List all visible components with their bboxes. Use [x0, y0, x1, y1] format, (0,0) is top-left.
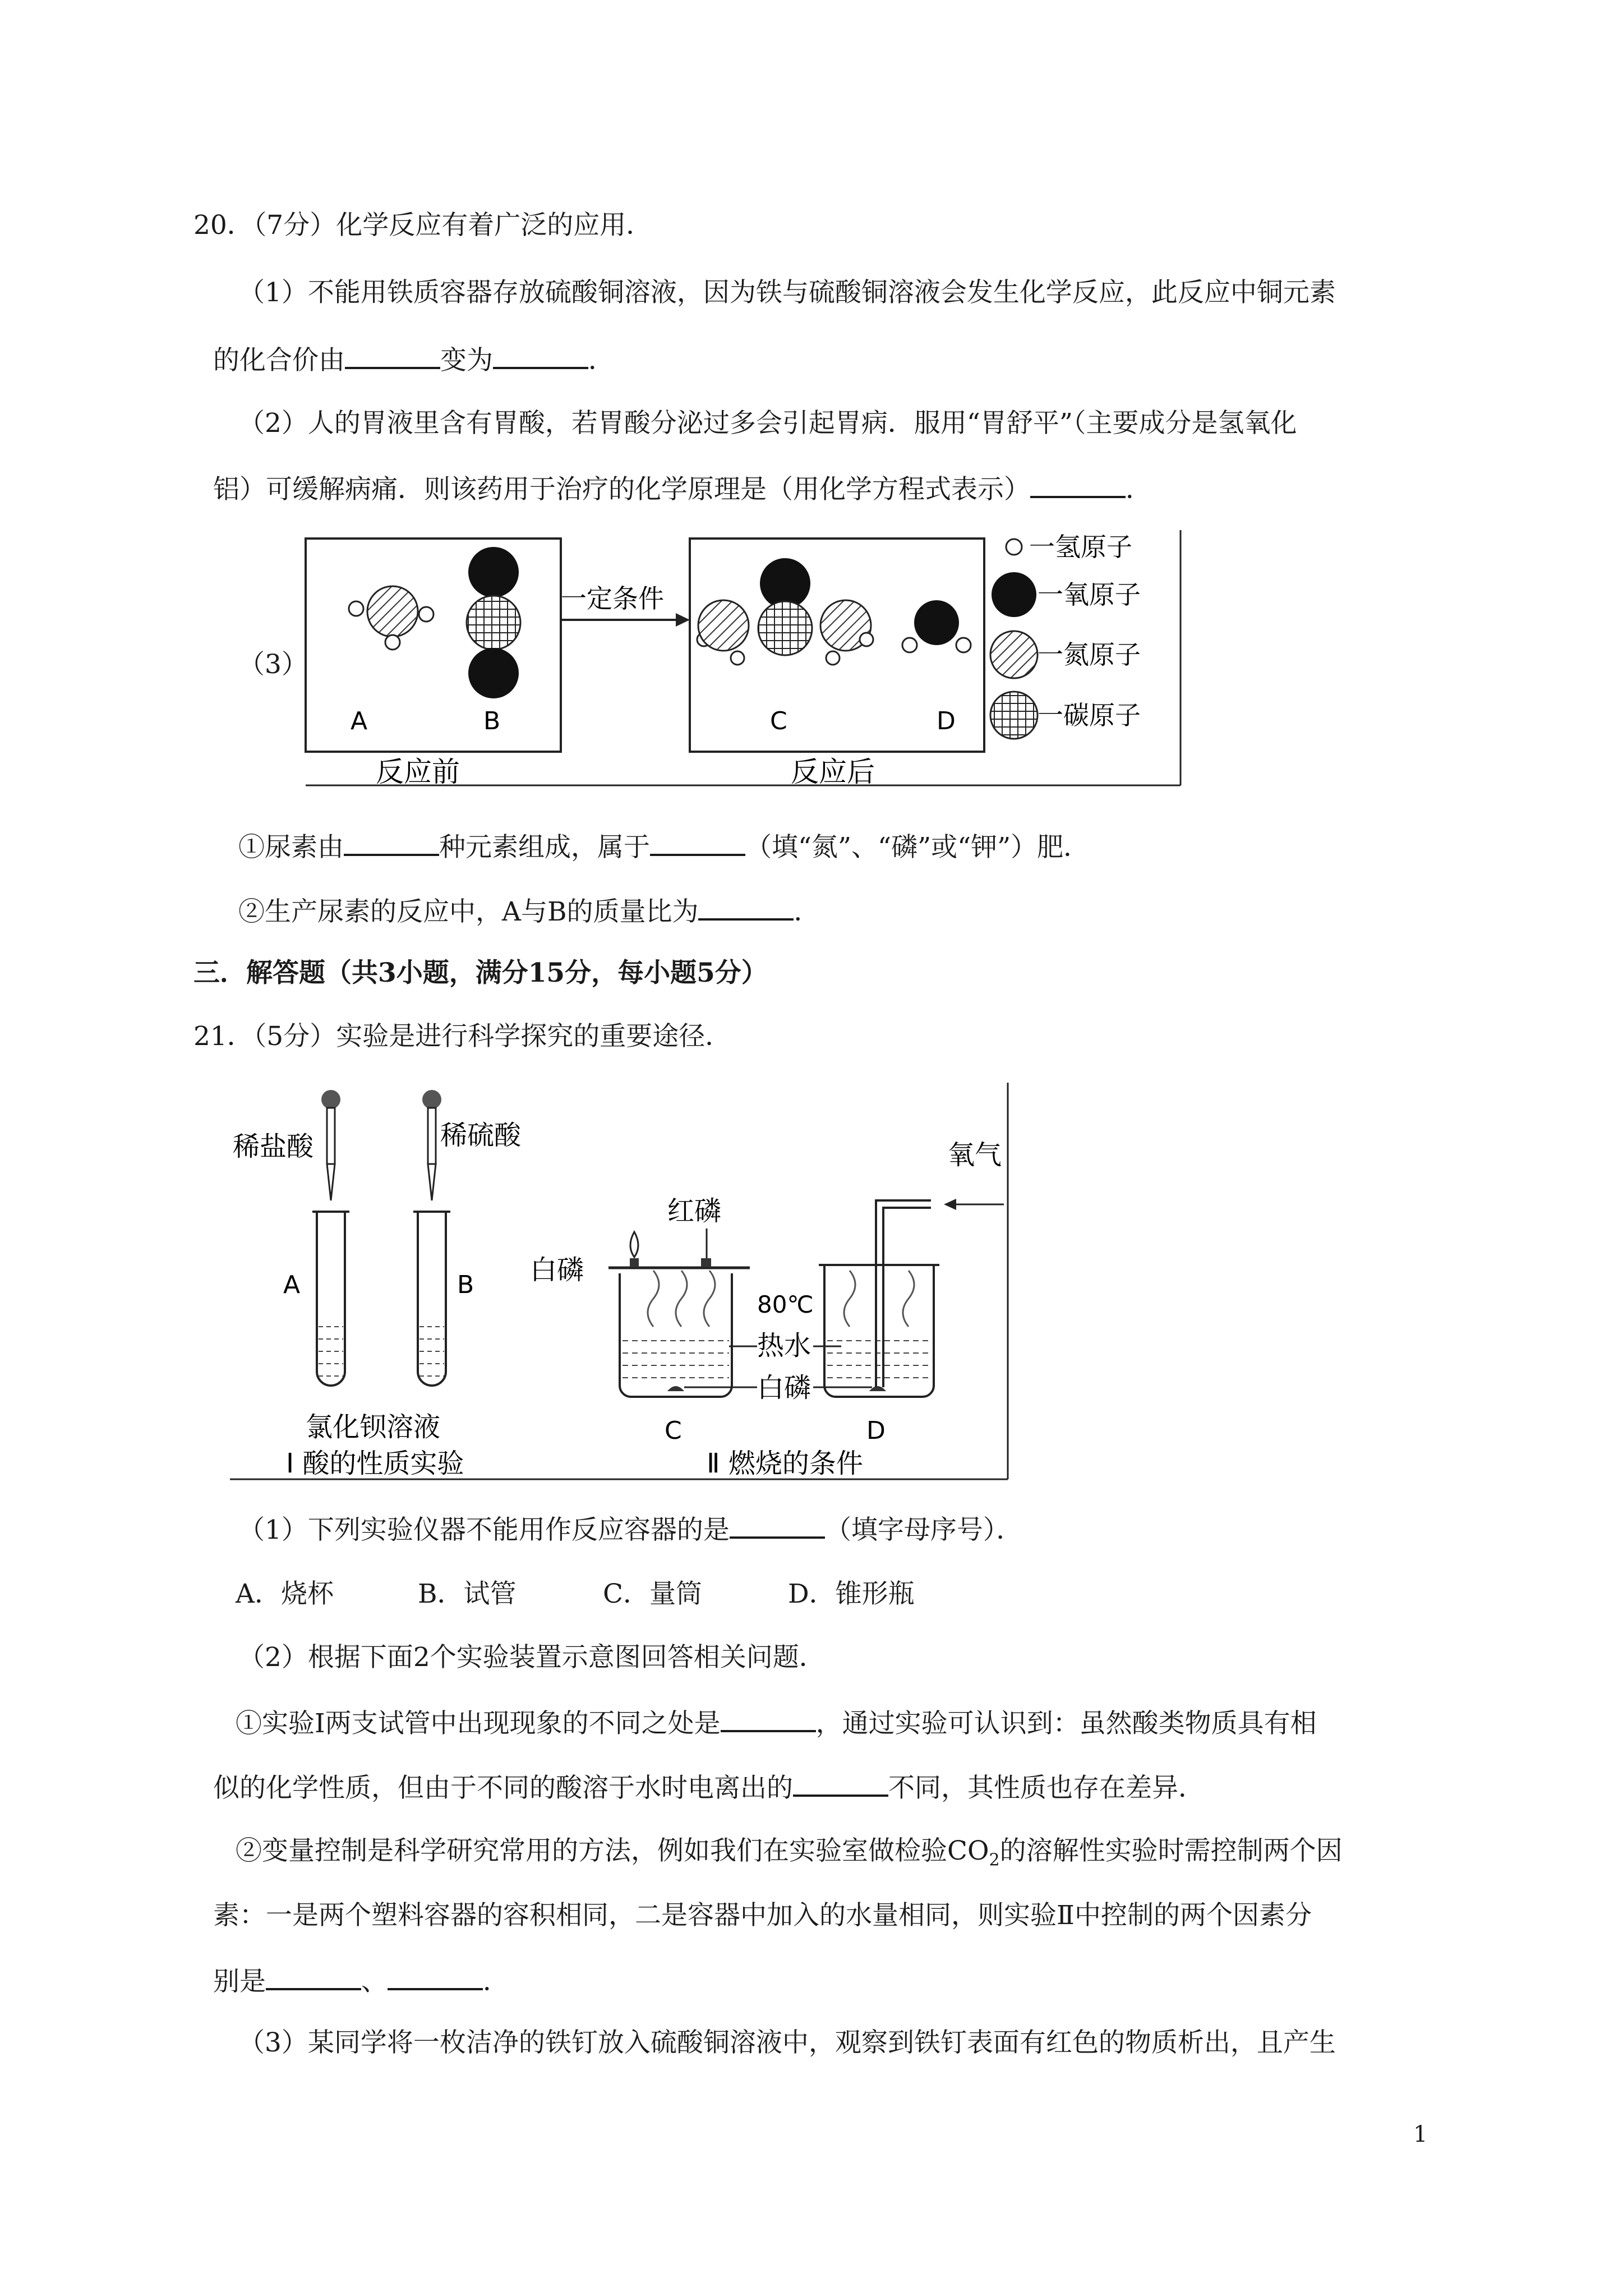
- answer-blank[interactable]: [793, 1770, 888, 1797]
- answer-blank[interactable]: [345, 342, 440, 369]
- white-phosphorus-bottom-label: 白磷: [757, 1372, 811, 1404]
- answer-blank[interactable]: [650, 829, 745, 856]
- label-b: B: [483, 707, 501, 735]
- molecule-d: [902, 600, 971, 652]
- q20-part2-line2: 铝）可缓解病痛．则该药用于治疗的化学原理是（用化学方程式表示） ．: [213, 471, 1152, 507]
- oxygen-icon: [992, 572, 1036, 617]
- answer-blank[interactable]: [730, 1512, 825, 1539]
- oxygen-label: 氧气: [948, 1139, 1002, 1171]
- q20-header: 20．（7分）化学反应有着广泛的应用．: [193, 210, 653, 241]
- answer-blank[interactable]: [493, 342, 588, 369]
- hydrogen-icon: [1006, 539, 1022, 555]
- beaker-c: [608, 1232, 750, 1397]
- answer-blank[interactable]: [388, 1963, 483, 1990]
- q21-part3: （3）某同学将一枚洁净的铁钉放入硫酸铜溶液中，观察到铁钉表面有红色的物质析出，且产生: [238, 2027, 1336, 2058]
- reaction-diagram: [303, 530, 1183, 805]
- test-tube-b: [413, 1212, 450, 1386]
- dilute-h2so4-label: 稀硫酸: [440, 1120, 522, 1151]
- label-a: A: [351, 707, 368, 735]
- hot-water-label: 热水: [757, 1330, 811, 1361]
- exp1-caption: Ⅰ 酸的性质实验: [286, 1448, 464, 1479]
- q20-sub2: ②生产尿素的反应中，A与B的质量比为 ．: [238, 894, 820, 929]
- q21-part1: （1）下列实验仪器不能用作反应容器的是 （填字母序号）．: [238, 1512, 1022, 1547]
- option-b: B．试管: [418, 1579, 517, 1609]
- legend-oxygen: 一氧原子: [1038, 579, 1141, 610]
- beaker-c-label: C: [665, 1416, 682, 1445]
- q21-sub2-line1: ②变量控制是科学研究常用的方法，例如我们在实验室做检验$CO_2$的溶解性实验时需控制两个因: [236, 1835, 1343, 1870]
- molecule-a: [349, 586, 434, 650]
- answer-blank[interactable]: [698, 894, 794, 921]
- white-phosphorus-top-label: 白磷: [530, 1254, 584, 1286]
- test-tube-a: [312, 1212, 349, 1386]
- q21-sub2-line2: 素：一是两个塑料容器的容积相同，二是容器中加入的水量相同，则实验Ⅱ中控制的两个因素分: [213, 1900, 1312, 1931]
- exp2-caption: Ⅱ 燃烧的条件: [707, 1448, 863, 1479]
- carbon-icon: [990, 692, 1038, 739]
- q20-part1-line2: 的化合价由 变为 ．: [213, 342, 615, 378]
- molecule-c: [697, 558, 873, 665]
- nitrogen-icon: [990, 631, 1038, 678]
- legend: [990, 532, 1141, 739]
- answer-blank[interactable]: [266, 1963, 361, 1990]
- q20-part2-line1: （2）人的胃液里含有胃酸，若胃酸分泌过多会引起胃病．服用“胃舒平”（主要成分是氢氧化: [238, 408, 1297, 439]
- q21-part2: （2）根据下面2个实验装置示意图回答相关问题．: [238, 1642, 826, 1673]
- label-d: D: [937, 707, 956, 735]
- option-d: D．锥形瓶: [788, 1579, 915, 1609]
- answer-blank[interactable]: [1030, 471, 1126, 498]
- dropper-a: [321, 1090, 340, 1200]
- q21-sub2-line3: 别是 、 ．: [213, 1963, 509, 1999]
- beaker-d-label: D: [866, 1416, 886, 1445]
- q20-sub1: ①尿素由 种元素组成，属于 （填“氮”、“磷”或“钾”）肥．: [238, 829, 1090, 864]
- dropper-b: [422, 1090, 441, 1200]
- tube-a-label: A: [283, 1271, 301, 1299]
- before-label: 反应前: [376, 756, 460, 788]
- option-c: C．量筒: [603, 1579, 702, 1609]
- after-label: 反应后: [791, 756, 875, 788]
- answer-blank[interactable]: [721, 1705, 816, 1732]
- condition-label: 一定条件: [561, 583, 664, 614]
- molecule-b: [467, 547, 520, 698]
- experiment-diagram: [227, 1080, 1012, 1484]
- label-c: C: [770, 707, 787, 735]
- legend-hydrogen: 一氢原子: [1029, 532, 1132, 562]
- red-phosphorus-label: 红磷: [667, 1195, 722, 1227]
- q20-part1-line1: （1）不能用铁质容器存放硫酸铜溶液，因为铁与硫酸铜溶液会发生化学反应，此反应中铜元素: [238, 277, 1336, 308]
- answer-blank[interactable]: [344, 829, 439, 856]
- legend-carbon: 一碳原子: [1038, 700, 1141, 730]
- before-box: [306, 539, 561, 752]
- beaker-d: [819, 1200, 939, 1397]
- dilute-hcl-label: 稀盐酸: [233, 1131, 314, 1162]
- legend-nitrogen: 一氮原子: [1038, 639, 1141, 670]
- bacl2-label: 氯化钡溶液: [306, 1411, 441, 1443]
- tube-b-label: B: [457, 1271, 474, 1299]
- section-3-title: 三．解答题（共3小题，满分15分，每小题5分）: [193, 958, 768, 988]
- q21-sub1-line1: ①实验Ⅰ两支试管中出现现象的不同之处是 ，通过实验可认识到：虽然酸类物质具有相: [236, 1705, 1317, 1741]
- option-a: A．烧杯: [236, 1579, 334, 1609]
- q21-sub1-line2: 似的化学性质，但由于不同的酸溶于水时电离出的 不同，其性质也存在差异．: [213, 1770, 1205, 1805]
- page-number: 1: [1413, 2122, 1428, 2147]
- q20-part3-label: （3）: [238, 649, 308, 680]
- q21-header: 21．（5分）实验是进行科学探究的重要途径．: [193, 1021, 732, 1052]
- temperature-label: 80℃: [757, 1291, 814, 1318]
